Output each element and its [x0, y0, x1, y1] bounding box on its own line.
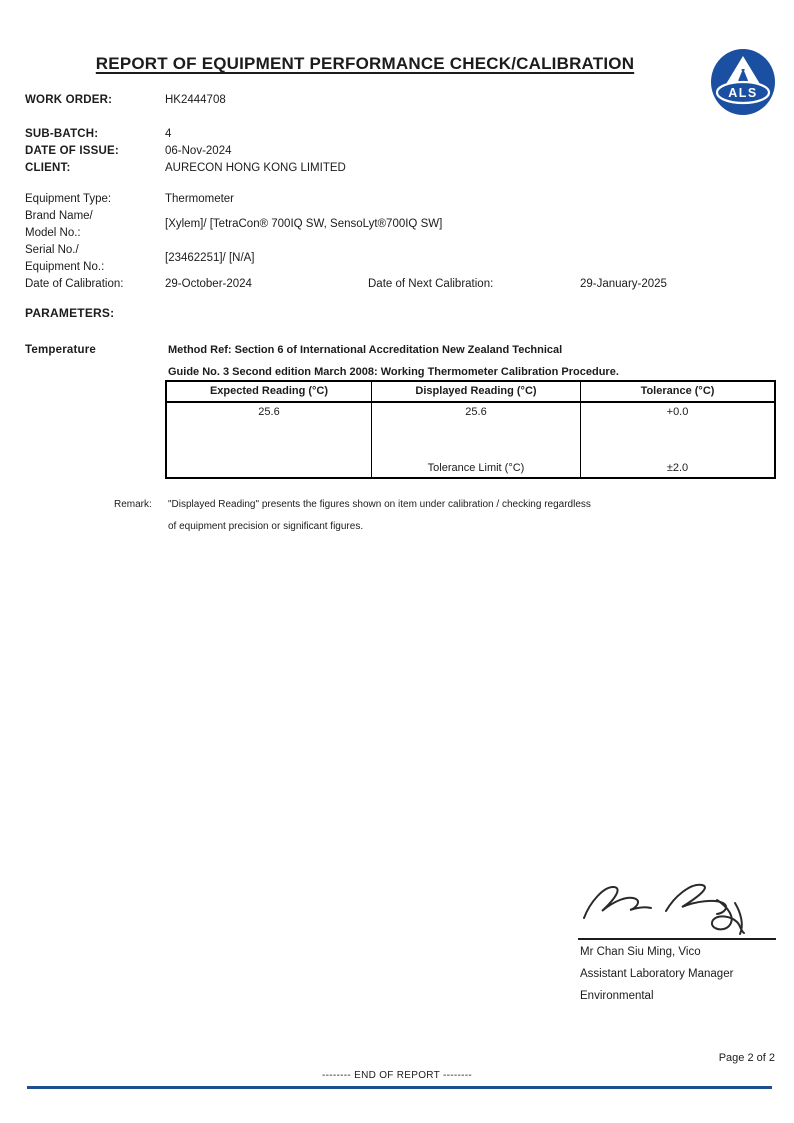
tolerance-value: +0.0 — [666, 406, 689, 418]
cell-displayed-reading — [371, 403, 580, 477]
sub-batch-label: SUB-BATCH: — [25, 128, 99, 140]
brand-name-label-line2: Model No.: — [25, 227, 81, 239]
method-ref-line2: Guide No. 3 Second edition March 2008: Working Thermometer Calibration Procedure. — [168, 366, 619, 378]
col-header-displayed-reading: Displayed Reading (°C) — [371, 382, 580, 401]
date-of-issue-label: DATE OF ISSUE: — [25, 145, 119, 157]
col-header-tolerance: Tolerance (°C) — [580, 382, 774, 401]
work-order-value: HK2444708 — [165, 94, 226, 106]
page-title: REPORT OF EQUIPMENT PERFORMANCE CHECK/CALIBRATION — [95, 54, 635, 73]
remark-label: Remark: — [114, 499, 152, 510]
als-logo-icon — [710, 48, 776, 116]
signature-scribble — [578, 870, 778, 936]
remark-line1: "Displayed Reading" presents the figures shown on item under calibration / checking regardless — [168, 499, 591, 510]
sub-batch-value: 4 — [165, 128, 172, 140]
signatory-name: Mr Chan Siu Ming, Vico — [580, 946, 701, 958]
tolerance-limit-label: Tolerance Limit (°C) — [427, 462, 525, 474]
serial-no-label-line2: Equipment No.: — [25, 261, 105, 273]
date-of-calibration-value: 29-October-2024 — [165, 278, 252, 290]
parameters-heading: PARAMETERS: — [25, 306, 115, 320]
method-ref-line1: Method Ref: Section 6 of International Accreditation New Zealand Technical — [168, 344, 563, 356]
date-of-next-calibration-label: Date of Next Calibration: — [368, 278, 494, 290]
table-header-row — [167, 382, 774, 403]
signature-line — [578, 938, 776, 940]
serial-no-value: [23462251]/ [N/A] — [165, 252, 255, 264]
expected-reading-value: 25.6 — [258, 406, 280, 418]
date-of-issue-value: 06-Nov-2024 — [165, 145, 232, 157]
tolerance-limit-value: ±2.0 — [666, 462, 689, 474]
end-of-report-text: -------- END OF REPORT -------- — [321, 1070, 472, 1081]
date-of-calibration-label: Date of Calibration: — [25, 278, 124, 290]
temperature-label: Temperature — [25, 344, 97, 356]
cell-tolerance — [580, 403, 774, 477]
client-label: CLIENT: — [25, 162, 71, 174]
cell-expected-reading — [167, 403, 371, 477]
signatory-department: Environmental — [580, 990, 654, 1002]
page-number: Page 2 of 2 — [718, 1052, 775, 1064]
table-body-row — [167, 403, 774, 477]
equipment-type-label: Equipment Type: — [25, 193, 112, 205]
date-of-next-calibration-value: 29-January-2025 — [580, 278, 667, 290]
remark-line2: of equipment precision or significant figures. — [168, 521, 364, 532]
als-logo-text: ALS — [728, 86, 758, 100]
footer-rule — [27, 1086, 772, 1089]
displayed-reading-value: 25.6 — [465, 406, 487, 418]
brand-name-label-line1: Brand Name/ — [25, 210, 93, 222]
calibration-table — [165, 380, 776, 479]
col-header-expected-reading: Expected Reading (°C) — [209, 385, 329, 397]
brand-name-value: [Xylem]/ [TetraCon® 700IQ SW, SensoLyt®700IQ SW] — [165, 218, 443, 230]
signatory-title: Assistant Laboratory Manager — [580, 968, 734, 980]
equipment-type-value: Thermometer — [165, 193, 235, 205]
work-order-label: WORK ORDER: — [25, 94, 113, 106]
client-value: AURECON HONG KONG LIMITED — [165, 162, 346, 174]
serial-no-label-line1: Serial No./ — [25, 244, 79, 256]
